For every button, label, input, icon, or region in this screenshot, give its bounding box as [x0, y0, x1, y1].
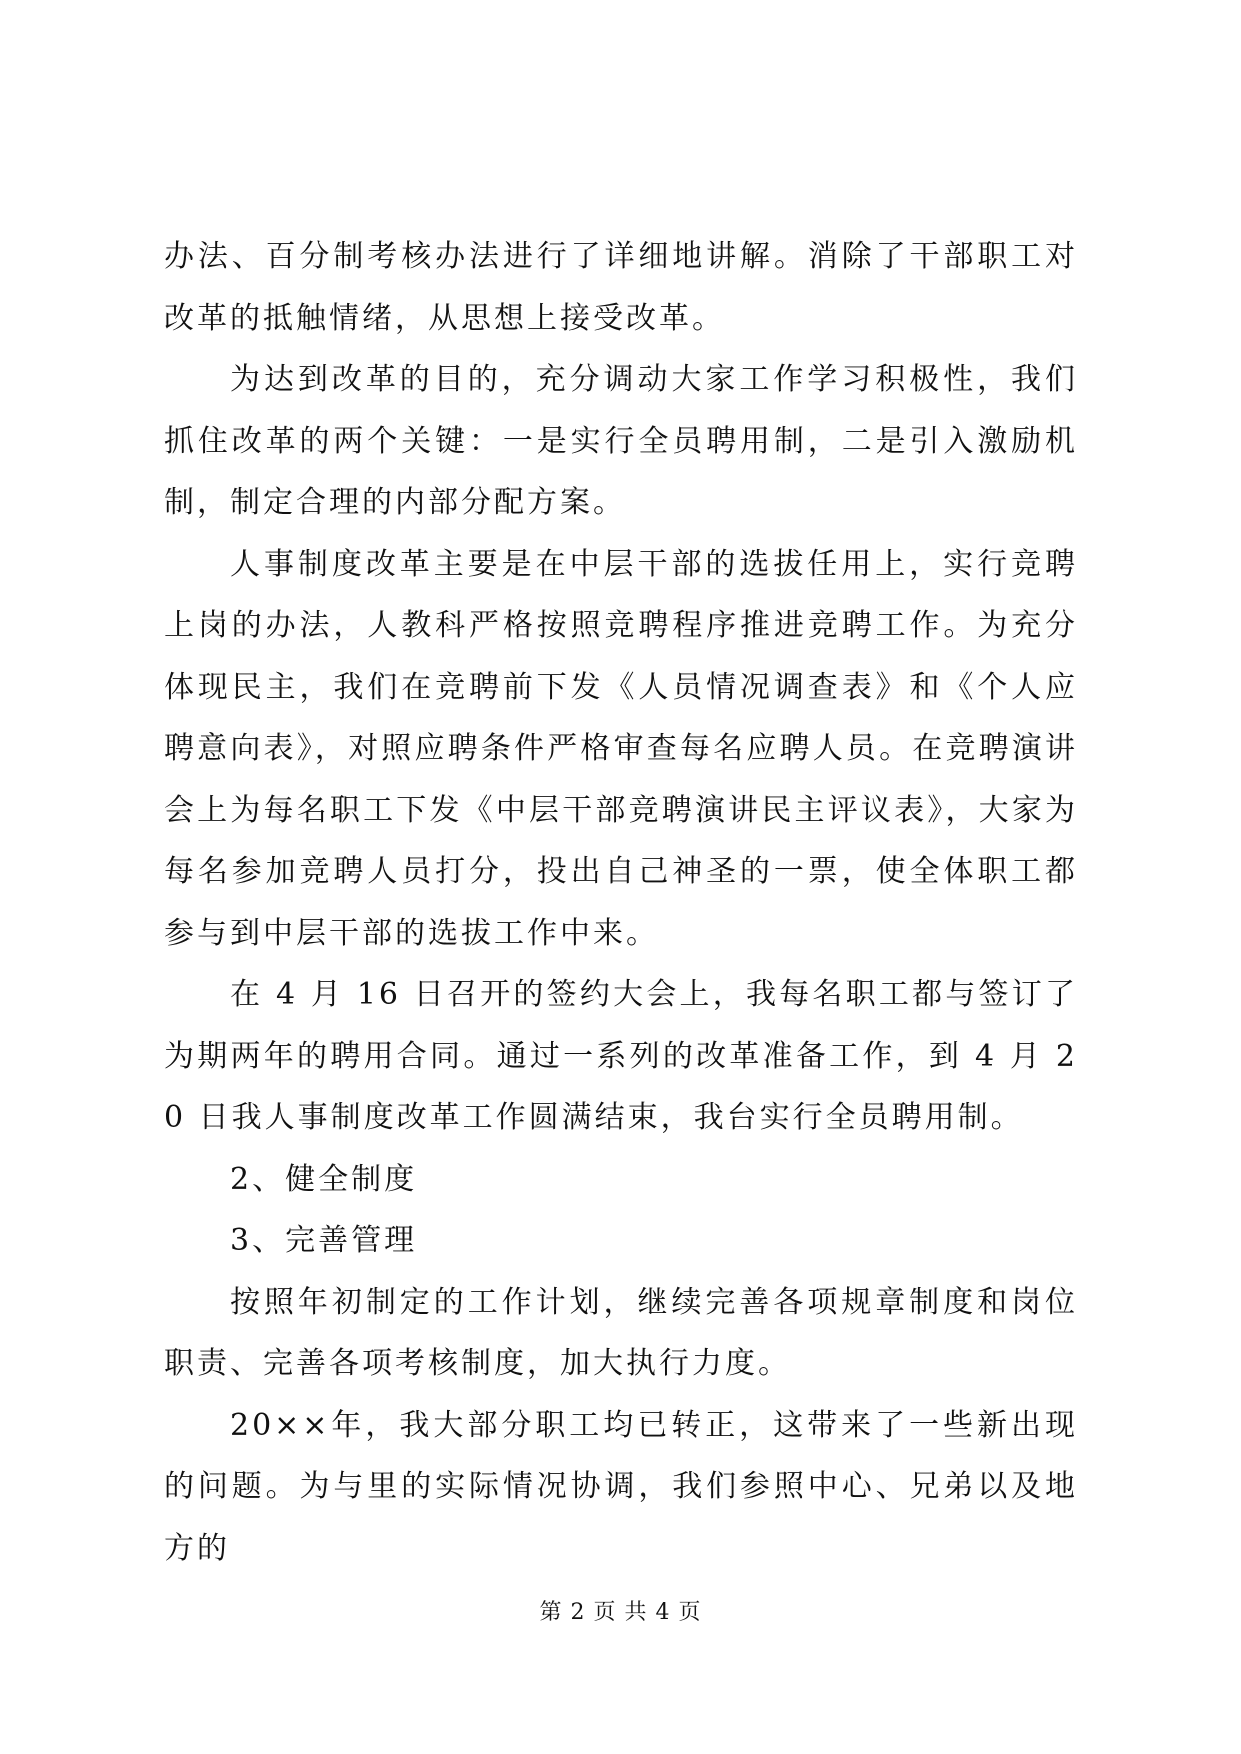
paragraph-4: 在 4 月 16 日召开的签约大会上，我每名职工都与签订了为期两年的聘用合同。通过一系列的改革准备工作，到 4 月 20 日我人事制度改革工作圆满结束，我台实行全员聘用制。: [164, 977, 1078, 1135]
page-footer: 第 2 页 共 4 页: [539, 1600, 702, 1625]
paragraph-3: 人事制度改革主要是在中层干部的选拔任用上，实行竞聘上岗的办法，人教科严格按照竞聘程序推进竞聘工作。为充分体现民主，我们在竞聘前下发《人员情况调查表》和《个人应聘意向表》，对照应聘条件严格审查每名应聘人员。在竞聘演讲会上为每名职工下发《中层干部竞聘演讲民主评议表》，大家为每名参加竞聘人员打分，投出自己神圣的一票，使全体职工都参与到中层干部的选拔工作中来。: [164, 546, 1078, 951]
section-heading-3: 3、完善管理: [230, 1223, 418, 1258]
section-heading-2: 2、健全制度: [230, 1161, 418, 1197]
paragraph-2: 为达到改革的目的，充分调动大家工作学习积极性，我们抓住改革的两个关键：一是实行全员聘用制，二是引入激励机制，制定合理的内部分配方案。: [164, 362, 1078, 520]
paragraph-1: 办法、百分制考核办法进行了详细地讲解。消除了干部职工对改革的抵触情绪，从思想上接受改革。: [164, 239, 1078, 336]
paragraph-5: 按照年初制定的工作计划，继续完善各项规章制度和岗位职责、完善各项考核制度，加大执行力度。: [164, 1284, 1078, 1381]
document-body: [164, 226, 1078, 1579]
paragraph-6: 20××年，我大部分职工均已转正，这带来了一些新出现的问题。为与里的实际情况协调，我们参照中心、兄弟以及地方的: [164, 1407, 1078, 1566]
